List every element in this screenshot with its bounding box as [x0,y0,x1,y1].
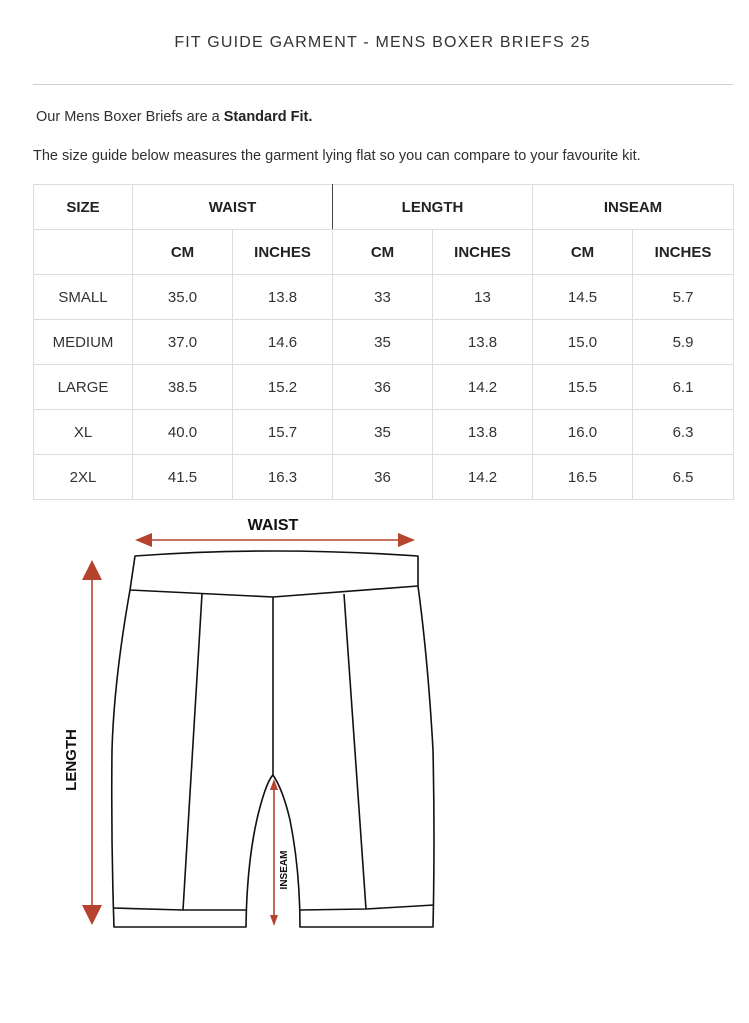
header-inseam: INSEAM [533,185,734,230]
right-hem-line [300,905,434,910]
waist-arrowhead-right [398,533,415,547]
table-cell: 15.0 [533,320,633,365]
waist-label: WAIST [247,517,299,534]
size-name-cell: SMALL [34,275,133,320]
unit-inseam-cm: CM [533,230,633,275]
left-seam-line [183,594,202,910]
inseam-arrowhead-bottom [270,915,278,926]
table-cell: 16.3 [233,455,333,500]
table-cell: 13.8 [433,410,533,455]
table-cell: 14.5 [533,275,633,320]
table-cell: 13.8 [433,320,533,365]
waistband-outline [130,551,418,597]
arrowheads [82,533,415,926]
table-cell: 13.8 [233,275,333,320]
table-cell: 35 [333,320,433,365]
left-hem-line [113,908,246,910]
length-arrowhead-top [82,560,102,580]
fit-prefix: Our Mens Boxer Briefs are a [36,109,224,125]
inseam-label: INSEAM [279,850,290,890]
size-name-cell: XL [34,410,133,455]
table-cell: 6.5 [633,455,734,500]
table-cell: 14.6 [233,320,333,365]
table-cell: 16.0 [533,410,633,455]
garment-outline [112,551,434,927]
table-cell: 16.5 [533,455,633,500]
header-size: SIZE [34,185,133,230]
header-waist: WAIST [133,185,333,230]
size-name-cell: 2XL [34,455,133,500]
guide-description: The size guide below measures the garment lying flat so you can compare to your favourite kit. [33,148,641,164]
table-cell: 15.5 [533,365,633,410]
header-length: LENGTH [333,185,533,230]
table-cell: 38.5 [133,365,233,410]
table-cell: 15.2 [233,365,333,410]
table-cell: 13 [433,275,533,320]
unit-waist-cm: CM [133,230,233,275]
table-cell: 36 [333,365,433,410]
table-cell: 14.2 [433,455,533,500]
table-cell: 5.9 [633,320,734,365]
size-name-cell: LARGE [34,365,133,410]
table-cell: 15.7 [233,410,333,455]
table-cell: 37.0 [133,320,233,365]
table-cell: 14.2 [433,365,533,410]
table-cell: 33 [333,275,433,320]
unit-length-cm: CM [333,230,433,275]
table-cell: 40.0 [133,410,233,455]
right-seam-line [344,594,366,909]
unit-waist-inches: INCHES [233,230,333,275]
table-cell: 36 [333,455,433,500]
table-cell: 5.7 [633,275,734,320]
table-cell: 35 [333,410,433,455]
table-cell: 41.5 [133,455,233,500]
table-cell: 6.3 [633,410,734,455]
table-cell: 6.1 [633,365,734,410]
unit-length-inches: INCHES [433,230,533,275]
size-name-cell: MEDIUM [34,320,133,365]
table-cell: 35.0 [133,275,233,320]
unit-inseam-inches: INCHES [633,230,734,275]
page-title: FIT GUIDE GARMENT - MENS BOXER BRIEFS 25 [174,34,591,51]
fit-value: Standard Fit. [223,109,313,125]
waist-arrowhead-left [135,533,152,547]
length-label: LENGTH [63,729,80,791]
length-arrowhead-bottom [82,905,102,925]
